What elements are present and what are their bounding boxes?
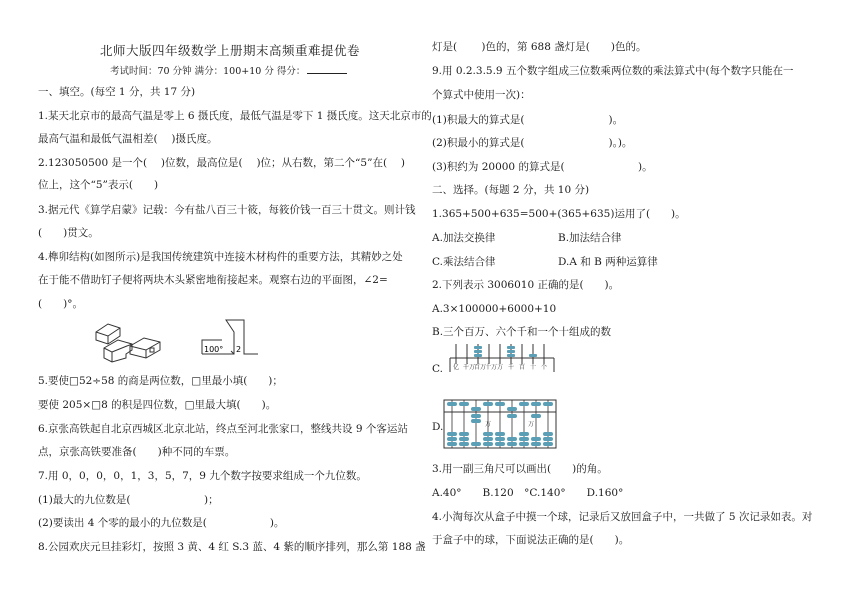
choice-3-options: A.40° B.120 °C.140° D.160° — [432, 487, 624, 499]
exam-info-text: 考试时间：70 分钟 满分：100+10 分 得分： — [110, 66, 306, 77]
question-9-part-3: (3)积约为 20000 的算式是( )。 — [432, 161, 653, 173]
question-8-line-1: 8.公园欢庆元旦挂彩灯，按照 3 黄、4 红 S.3 蓝、4 紫的顺序排列，那么第 188 盏 — [38, 541, 426, 553]
choice-1-option-b: B.加法结合律 — [558, 232, 622, 244]
question-4-line-3: ( )°。 — [38, 298, 83, 310]
paper-title: 北师大版四年级数学上册期末高频重难提优卷 — [100, 43, 361, 58]
question-8-line-2: 灯是( )色的，第 688 盏灯是( )色的。 — [432, 41, 647, 53]
abacus-c-label-ge: 个 — [541, 364, 548, 371]
question-2-line-2: 位上，这个“5”表示( ) — [38, 179, 159, 191]
angle-plan-figure — [198, 318, 268, 360]
exam-info — [110, 64, 347, 79]
question-6-line-2: 点，京张高铁要准备( )种不同的车票。 — [38, 446, 236, 458]
abacus-d-label-wan-2: 万 — [528, 421, 535, 428]
abacus-c-label-shiwan: 十万 — [485, 364, 498, 371]
question-4-line-1: 4.榫卯结构(如图所示)是我国传统建筑中连接木材构件的重要方法，其精妙之处 — [38, 251, 403, 263]
choice-2-question: 2.下列表示 3006010 正确的是( )。 — [432, 279, 620, 291]
choice-1-question: 1.365+500+635=500+(365+635)运用了( )。 — [432, 208, 686, 220]
question-1-line-1: 1.某天北京市的最高气温是零上 6 摄氏度，最低气温是零下 1 摄氏度。这天北京市的 — [38, 110, 432, 122]
question-9-line-2: 个算式中使用一次)： — [432, 89, 531, 101]
choice-1-option-a: A.加法交换律 — [432, 232, 496, 244]
choice-4-line-2: 于盒子中的球，下面说法正确的是( )。 — [432, 534, 630, 546]
question-5-line-2: 要使 205×□8 的积是四位数，□里最大填( )。 — [38, 399, 277, 411]
question-9-part-1: (1)积最大的算式是( )。 — [432, 114, 624, 126]
abacus-c-label-baiwan: 百万 — [474, 364, 487, 371]
question-1-line-2: 最高气温和最低气温相差( )摄氏度。 — [38, 133, 218, 145]
abacus-d-figure — [442, 398, 558, 452]
abacus-c-figure — [446, 342, 558, 390]
abacus-c-label-bai: 百 — [519, 364, 526, 371]
choice-2-option-a: A.3×100000+6000+10 — [432, 303, 557, 315]
choice-2-option-c: C. — [432, 363, 443, 375]
question-7-part-2: (2)要读出 4 个零的最小的九位数是( )。 — [38, 517, 285, 529]
question-7: 7.用 0，0，0，0，1，3，5，7，9 九个数字按要求组成一个九位数。 — [38, 470, 367, 482]
abacus-c-label-wan: 万 — [497, 364, 504, 371]
question-3-line-2: ( )贯文。 — [38, 227, 99, 239]
question-7-part-1: (1)最大的九位数是( )； — [38, 494, 219, 506]
abacus-d-label-wan-1: 万 — [485, 421, 492, 428]
choice-2-option-b: B.三个百万、六个千和一个十组成的数 — [432, 326, 612, 338]
choice-2-option-d: D. — [432, 421, 444, 433]
section-2-heading: 二、选择。(每题 2 分，共 10 分) — [432, 184, 590, 196]
choice-3-question: 3.用一副三角尺可以画出( )的角。 — [432, 463, 608, 475]
question-3-line-1: 3.据元代《算学启蒙》记载：今有盐八百三十筱，每筱价钱一百三十贯文。则计钱 — [38, 204, 416, 216]
choice-4-line-1: 4.小淘每次从盒子中摸一个球，记录后又放回盒子中，一共做了 5 次记录如表。对 — [432, 511, 813, 523]
tenon-joint-figure — [90, 318, 172, 364]
angle-2-label: 2 — [236, 345, 242, 354]
angle-100-label: 100° — [204, 345, 224, 354]
question-9-line-1: 9.用 0.2.3.5.9 五个数字组成三位数乘两位数的乘法算式中(每个数字只能在一 — [432, 65, 794, 77]
choice-1-option-c: C.乘法结合律 — [432, 256, 496, 268]
section-1-heading: 一、填空。(每空 1 分，共 17 分) — [38, 86, 196, 98]
question-4-line-2: 在于能不借助钉子便将两块木头紧密地衔接起来。观察右边的平面图，∠2= — [38, 274, 388, 286]
abacus-c-label-qian: 千 — [508, 364, 515, 371]
abacus-c-label-yi: 亿 — [453, 364, 460, 371]
question-5-line-1: 5.要使□52÷58 的商是两位数，□里最小填( )； — [38, 375, 283, 387]
abacus-c-label-shi: 十 — [530, 364, 537, 371]
score-blank — [307, 64, 347, 74]
question-6-line-1: 6.京张高铁起自北京西城区北京北站，终点至河北张家口，整线共设 9 个客运站 — [38, 423, 408, 435]
choice-1-option-d: D.A 和 B 两种运算律 — [558, 256, 658, 268]
question-2-line-1: 2.123050500 是一个( )位数，最高位是( )位；从右数，第二个“5”在( ) — [38, 157, 405, 169]
question-9-part-2: (2)积最小的算式是( )。)。 — [432, 137, 633, 149]
abacus-c-label-qianwan: 千万 — [463, 364, 476, 371]
